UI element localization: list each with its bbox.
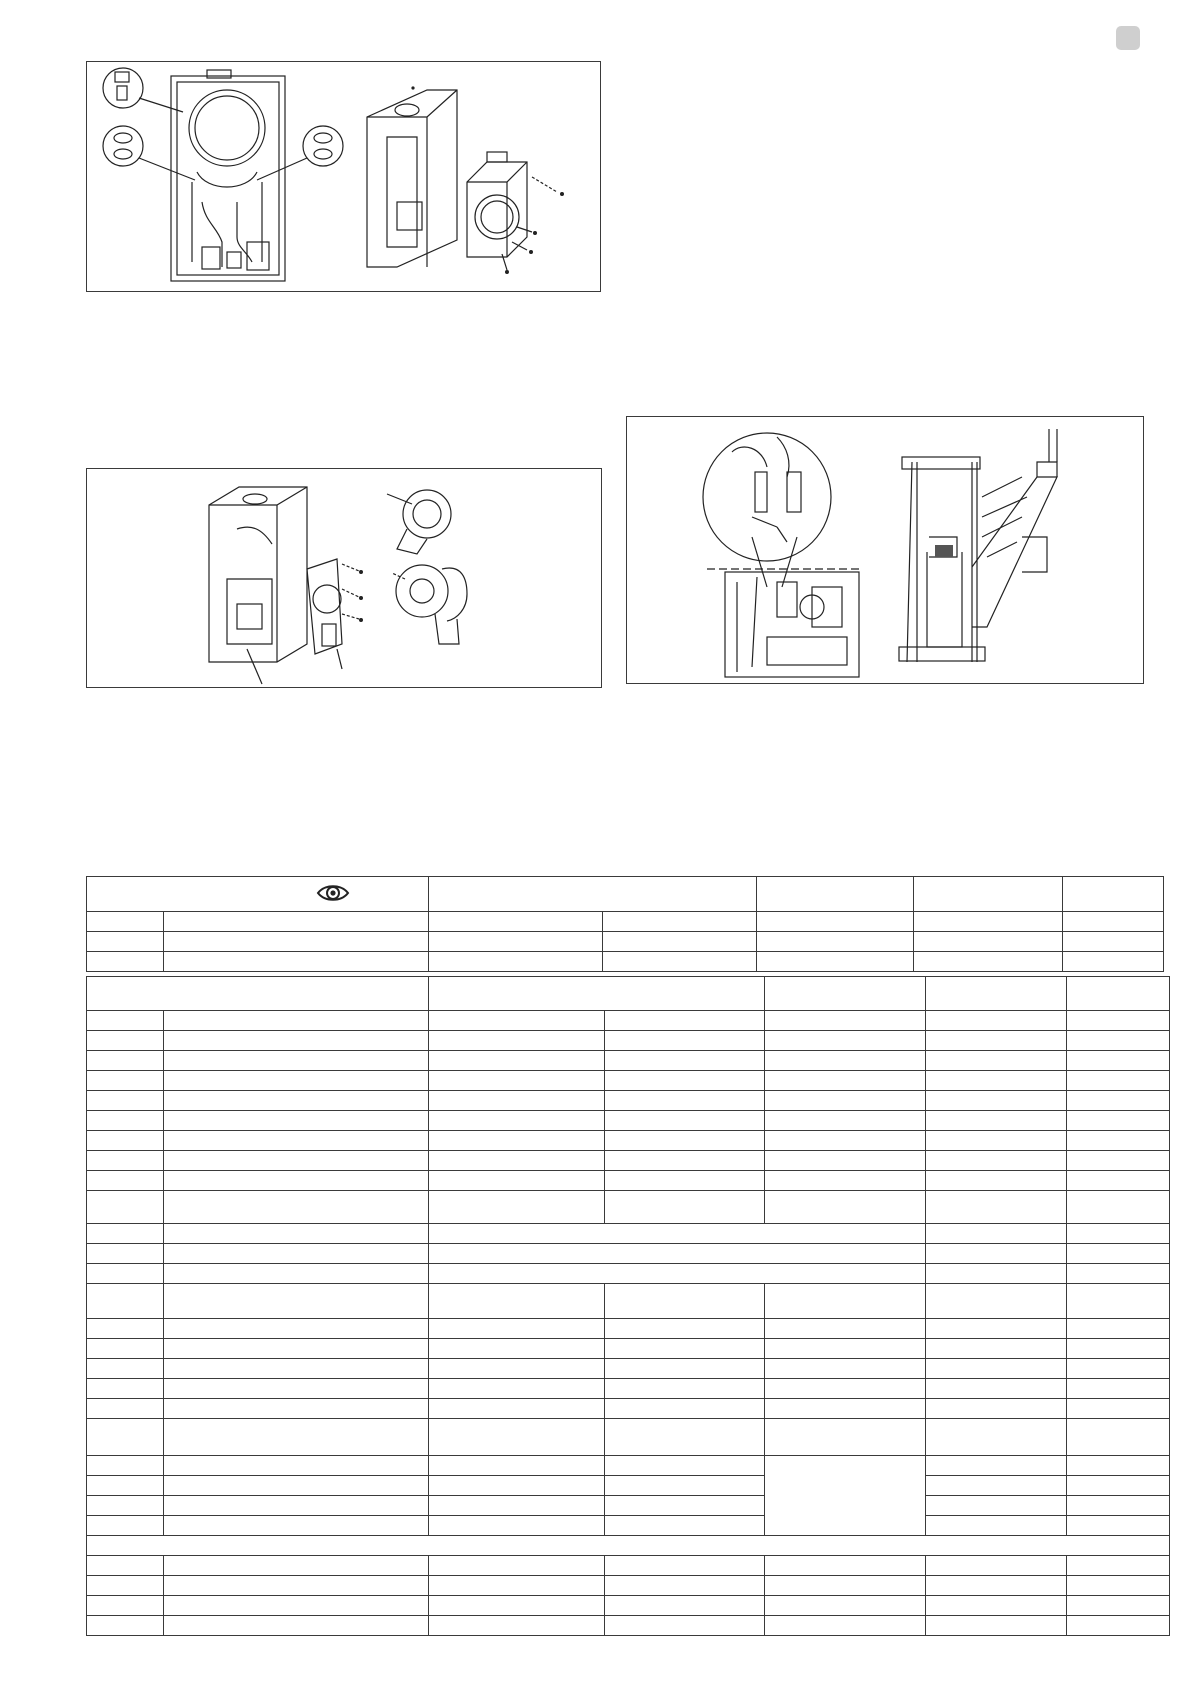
siphon-cross-section xyxy=(899,429,1057,662)
table1-header-cell xyxy=(1063,877,1164,912)
screw-icon xyxy=(359,570,363,574)
table-row xyxy=(87,1031,1170,1051)
magnifier-callout-right xyxy=(303,126,343,166)
table1-header-cell xyxy=(429,877,757,912)
table-row xyxy=(87,912,1164,932)
table1-header-cell xyxy=(87,877,429,912)
figure-3-drawing xyxy=(627,417,1145,685)
table-row xyxy=(87,1091,1170,1111)
screw-icon xyxy=(560,192,564,196)
table-row xyxy=(87,1011,1170,1031)
table-row xyxy=(87,1496,1170,1516)
page-number-badge xyxy=(1116,26,1140,50)
table-row xyxy=(87,1191,1170,1224)
table-row xyxy=(87,1556,1170,1576)
magnifier-callout-left xyxy=(103,126,143,166)
table-row xyxy=(87,1476,1170,1496)
table-section-row xyxy=(87,1536,1170,1556)
table-row xyxy=(87,1399,1170,1419)
table-row xyxy=(87,1171,1170,1191)
table1-header-cell xyxy=(914,877,1063,912)
screw-icon xyxy=(505,270,509,274)
table-row xyxy=(87,1419,1170,1456)
table-row xyxy=(87,1111,1170,1131)
table-row xyxy=(87,1244,1170,1264)
screw-icon xyxy=(359,618,363,622)
table-row xyxy=(87,1284,1170,1319)
boiler-casing xyxy=(209,487,307,662)
figure-boiler-heat-exchanger xyxy=(86,61,601,292)
table-row xyxy=(87,1151,1170,1171)
table-row xyxy=(87,932,1164,952)
table-row xyxy=(87,1359,1170,1379)
table1-header-cell xyxy=(757,877,914,912)
screw-icon xyxy=(359,596,363,600)
table-row xyxy=(87,1516,1170,1536)
table-row xyxy=(87,1071,1170,1091)
figure-1-drawing xyxy=(87,62,602,293)
table-row xyxy=(87,1576,1170,1596)
magnifier-callout-top xyxy=(103,68,143,108)
figure-siphon-valve xyxy=(626,416,1144,684)
figure-2-drawing xyxy=(87,469,603,689)
table-row xyxy=(87,1051,1170,1071)
screw-icon xyxy=(533,231,537,235)
table-row xyxy=(87,1264,1170,1284)
eye-icon xyxy=(316,882,350,907)
table-row xyxy=(87,1319,1170,1339)
table-row xyxy=(87,1224,1170,1244)
table-row xyxy=(87,1339,1170,1359)
fan-assembly xyxy=(403,490,451,538)
table-row xyxy=(87,952,1164,972)
boiler-casing xyxy=(171,76,285,281)
table-row xyxy=(87,1379,1170,1399)
table2-header-row xyxy=(87,977,1170,1011)
table-row xyxy=(87,1131,1170,1151)
table-row xyxy=(87,1616,1170,1636)
table-inspection-header xyxy=(86,876,1164,972)
table-row xyxy=(87,1596,1170,1616)
figure-burner-fan-removal xyxy=(86,468,602,688)
table-row xyxy=(87,1456,1170,1476)
boiler-lower-section xyxy=(725,572,859,677)
screw-icon xyxy=(529,250,533,254)
burner-assembly xyxy=(307,559,342,654)
siphon-float xyxy=(935,545,953,557)
table-maintenance-checks xyxy=(86,976,1170,1636)
